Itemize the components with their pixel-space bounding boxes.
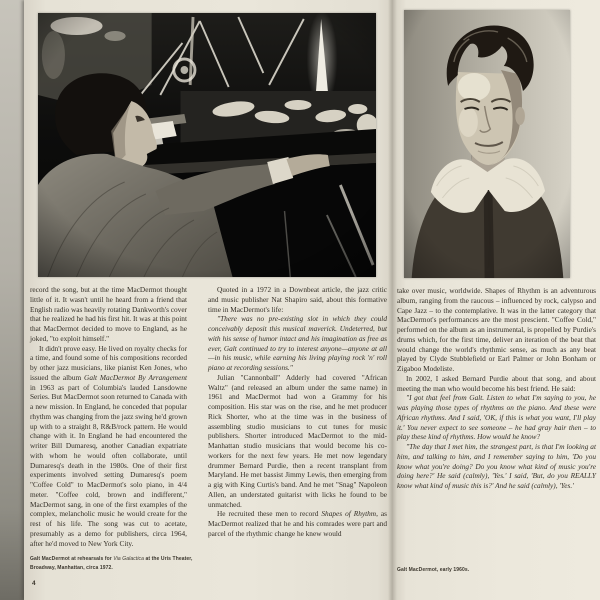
rehearsal-photo-art — [38, 13, 376, 277]
left-page-text — [30, 285, 387, 548]
portrait-photo — [404, 10, 570, 278]
page-number: 4 — [32, 580, 36, 587]
left-photo-caption: Galt MacDermot at rehearsals for Via Galactica at the Uris Theater, Broadway, Manhattan, circa 1972. — [30, 556, 193, 571]
page-gutter — [388, 0, 397, 600]
rehearsal-photo — [38, 13, 376, 277]
right-page — [392, 0, 600, 600]
right-page-column: take over music, worldwide. Shapes of Rhythm is an adventurous album, ranging from the raucous – influenced by rock, calypso and Cape Jazz – to the contemplative. It was in the latter category that MacDermot's performances are the most prescient. "Coffee Cold," performed on the album as an instrumental, is propelled by Purdie's drums which, for the first time, deliver an iteration of the beat that would change the world's rhythmic sense, as much as any beat played by Clyde Stubblefield or Earl Palmer or John Bonham or Zigaboo Modeliste. In 2002, I asked Bernard Purdie about that song, and about meeting the man who would become his best friend. He said: "I got that feel from Galt. Listen to what I'm saying to you, he was playing those types of rhythms on the piano. And these were African rhythms. And I said, 'OK, if this is what you want, I'll play it.' You never expect to see someone – he had gray hair then – to play these kind of rhythms. How would he know? "The day that I met him, the strangest part, is that I'm looking at him, and talking to him, and I remember saying to him, 'Do you know what you're doing? Do you know what kind of music you're doing here?' He said (calmly), 'Yes.' I said, 'But, do you REALLY know what kind of music this is?' And he said (calmly), 'Yes.' — [397, 286, 596, 490]
left-page — [24, 0, 392, 600]
portrait-photo-art — [404, 10, 570, 278]
left-page-column-2: Quoted in a 1972 in a Downbeat article, the jazz critic and music publisher Nat Shapiro said, about this formative time in MacDermot's life: "There was no pre-existing slot in which they could conceivably deposit this musical maverick. Undeterred, but with his sense of humor intact and his imagination as free as ever, Galt continued to try to interest anyone—anyone at all—in his music, while earning his living playing rock 'n' roll piano at recording sessions." Julian "Cannonball" Adderly had covered "African Waltz" (and released an album under the same name) in 1961 and MacDermot had won a Grammy for his composition. His star was on the rise, and he met producer Rick Shorter, who at the time was in the business of assembling studio musicians to cut tunes for music publishers. Shorter introduced MacDermot to the mid-Manhattan studio musicians that would become his co-workers for the next few years. He met now legendary drummer Bernard Purdie, then a recent transplant from Maryland. He met bassist Jimmy Lewis, then emerging from a gig with King Curtis's band. And he met "Snag" Napoleon Allen, an understated guitarist with licks he found to be unmatched. He recruited these men to record Shapes of Rhythm, as MacDermot realized that he and his comrades were part and parcel of the rhythmic change he knew would — [208, 285, 387, 538]
right-photo-caption: Galt MacDermot, early 1960s. — [397, 567, 470, 573]
left-page-column-1: record the song, but at the time MacDermot thought little of it. It wasn't until he heard from a friend that English radio was heavily rotating Dankworth's cover that he realized he had his first hit. It was at this point that MacDermot decided to move to England, as he joked, "to exploit himself." It didn't prove easy. He lived on royalty checks for a time, and found some of his compositions recorded by other jazz musicians, like pianist Ken Jones, who issued the album Galt MacDermot By Arrangement in 1963 as part of Columbia's lauded Lansdowne Series. But MacDermot soon returned to Canada with a new mission. In England, he conceded that popular rhythm was changing from the jazz swing he'd grown up with to a straight 8, R&B/rock pattern. He would change with it. In England he had encountered the writer Bill Dumaresq, another Canadian expatriate with whom he would often collaborate, until Dumaresq's death in the 1980s. One of their first experiments involved setting Dumaresq's poem "Coffee Cold" to MacDermot's solo piano, in 4/4 meter. "Coffee cold, brown and indifferent," MacDermot sang, in one of the first examples of the complex, melancholic music he would create for the rest of his life. The song was cut to acetate, presumably as a demo for publishers, circa 1964, after he'd moved to New York City. — [30, 285, 187, 548]
